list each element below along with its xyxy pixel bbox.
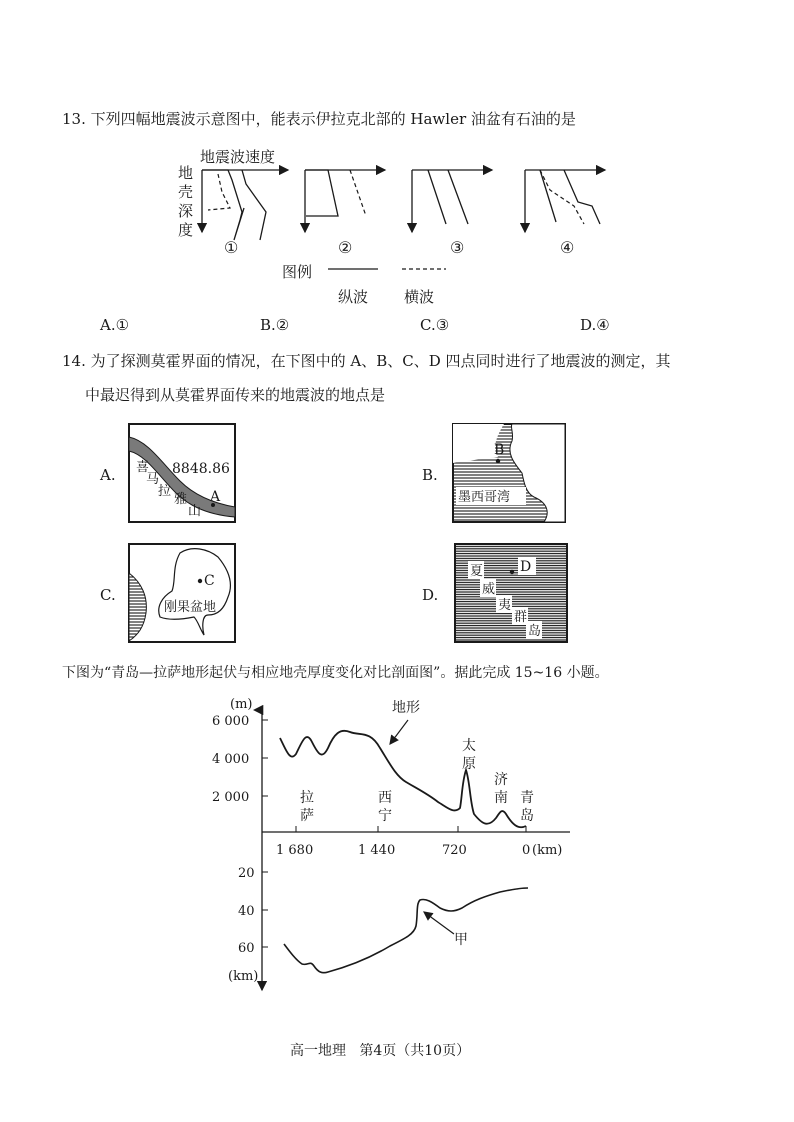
marker-jia: 甲 [454, 932, 468, 948]
diagram-label-1: ① [224, 238, 239, 257]
svg-text:60: 60 [238, 941, 255, 956]
legend-s-label: 横波 [404, 288, 435, 306]
svg-text:1 680: 1 680 [276, 843, 314, 858]
svg-text:岛: 岛 [528, 624, 542, 639]
point-a: A [210, 489, 221, 505]
profile-figure [210, 690, 590, 1010]
elevation-label: 8848.86 [172, 461, 230, 477]
place-c: 刚果盆地 [164, 600, 217, 615]
svg-text:济: 济 [494, 772, 508, 788]
svg-text:0: 0 [522, 843, 531, 858]
section-intro: 下图为“青岛—拉萨地形起伏与相应地壳厚度变化对比剖面图”。据此完成 15~16 小题。 [62, 665, 609, 681]
diagram-label-3: ③ [450, 238, 465, 257]
terrain-label: 地形 [392, 700, 420, 716]
svg-text:720: 720 [442, 843, 467, 858]
terrain-curve [280, 731, 526, 827]
diagram-3 [412, 170, 492, 232]
svg-text:6 000: 6 000 [212, 714, 250, 729]
svg-text:青: 青 [520, 790, 534, 806]
svg-text:西: 西 [378, 790, 392, 806]
q13-option-d[interactable]: D.④ [580, 316, 610, 334]
q13-option-a[interactable]: A.① [100, 316, 130, 334]
svg-text:2 000: 2 000 [212, 790, 250, 805]
svg-text:夷: 夷 [498, 598, 512, 613]
svg-text:群: 群 [514, 610, 528, 625]
svg-text:马: 马 [146, 472, 160, 487]
svg-text:宁: 宁 [378, 808, 392, 824]
svg-text:萨: 萨 [300, 808, 314, 824]
svg-text:喜: 喜 [136, 460, 150, 475]
svg-text:太: 太 [462, 738, 476, 754]
point-d: D [520, 559, 532, 575]
diagram-1 [202, 170, 288, 240]
svg-text:威: 威 [482, 582, 496, 597]
q13-diagrams [160, 140, 640, 310]
legend-p-label: 纵波 [338, 288, 369, 306]
y-axis-label-3: 深 [178, 202, 194, 220]
svg-text:夏: 夏 [470, 564, 484, 579]
svg-text:南: 南 [494, 790, 508, 806]
x-unit: (km) [532, 843, 563, 858]
page-footer: 高一地理 第4页（共10页） [290, 1043, 471, 1059]
diagram-4 [525, 170, 605, 232]
y-axis-label-2: 壳 [178, 183, 194, 201]
legend-title: 图例 [282, 263, 313, 281]
q14-option-a[interactable]: A. [100, 466, 116, 484]
y-axis-label-4: 度 [178, 221, 194, 239]
map-b [452, 423, 566, 523]
y-axis-label-1: 地 [178, 164, 194, 182]
svg-text:拉: 拉 [300, 790, 314, 806]
svg-text:原: 原 [462, 756, 476, 772]
point-c: C [204, 573, 215, 589]
svg-text:山: 山 [188, 504, 202, 519]
map-d [454, 543, 568, 643]
crust-curve [284, 888, 528, 973]
q13-option-b[interactable]: B.② [260, 316, 290, 334]
svg-text:40: 40 [238, 904, 255, 919]
place-b: 墨西哥湾 [458, 490, 511, 505]
upper-unit: (m) [230, 697, 253, 712]
q13-stem: 13. 下列四幅地震波示意图中，能表示伊拉克北部的 Hawler 油盆有石油的是 [62, 110, 576, 128]
q14-stem-line2: 中最迟得到从莫霍界面传来的地震波的地点是 [85, 386, 386, 404]
diagram-2 [305, 170, 385, 232]
svg-text:1 440: 1 440 [358, 843, 396, 858]
q14-option-c[interactable]: C. [100, 586, 116, 604]
q14-stem-line1: 14. 为了探测莫霍界面的情况，在下图中的 A、B、C、D 四点同时进行了地震波的测定，其 [62, 352, 671, 370]
svg-text:20: 20 [238, 866, 255, 881]
diagram-label-2: ② [338, 238, 353, 257]
point-b: B [494, 442, 505, 458]
map-c [128, 543, 236, 643]
q14-option-d[interactable]: D. [422, 586, 439, 604]
svg-text:4 000: 4 000 [212, 752, 250, 767]
x-axis-label: 地震波速度 [200, 148, 276, 166]
q13-option-c[interactable]: C.③ [420, 316, 450, 334]
map-a [128, 423, 236, 523]
diagram-label-4: ④ [560, 238, 575, 257]
q14-option-b[interactable]: B. [422, 466, 438, 484]
svg-text:岛: 岛 [520, 808, 534, 824]
svg-text:雅: 雅 [174, 492, 188, 507]
svg-text:拉: 拉 [158, 484, 172, 499]
lower-unit: (km) [228, 969, 259, 984]
